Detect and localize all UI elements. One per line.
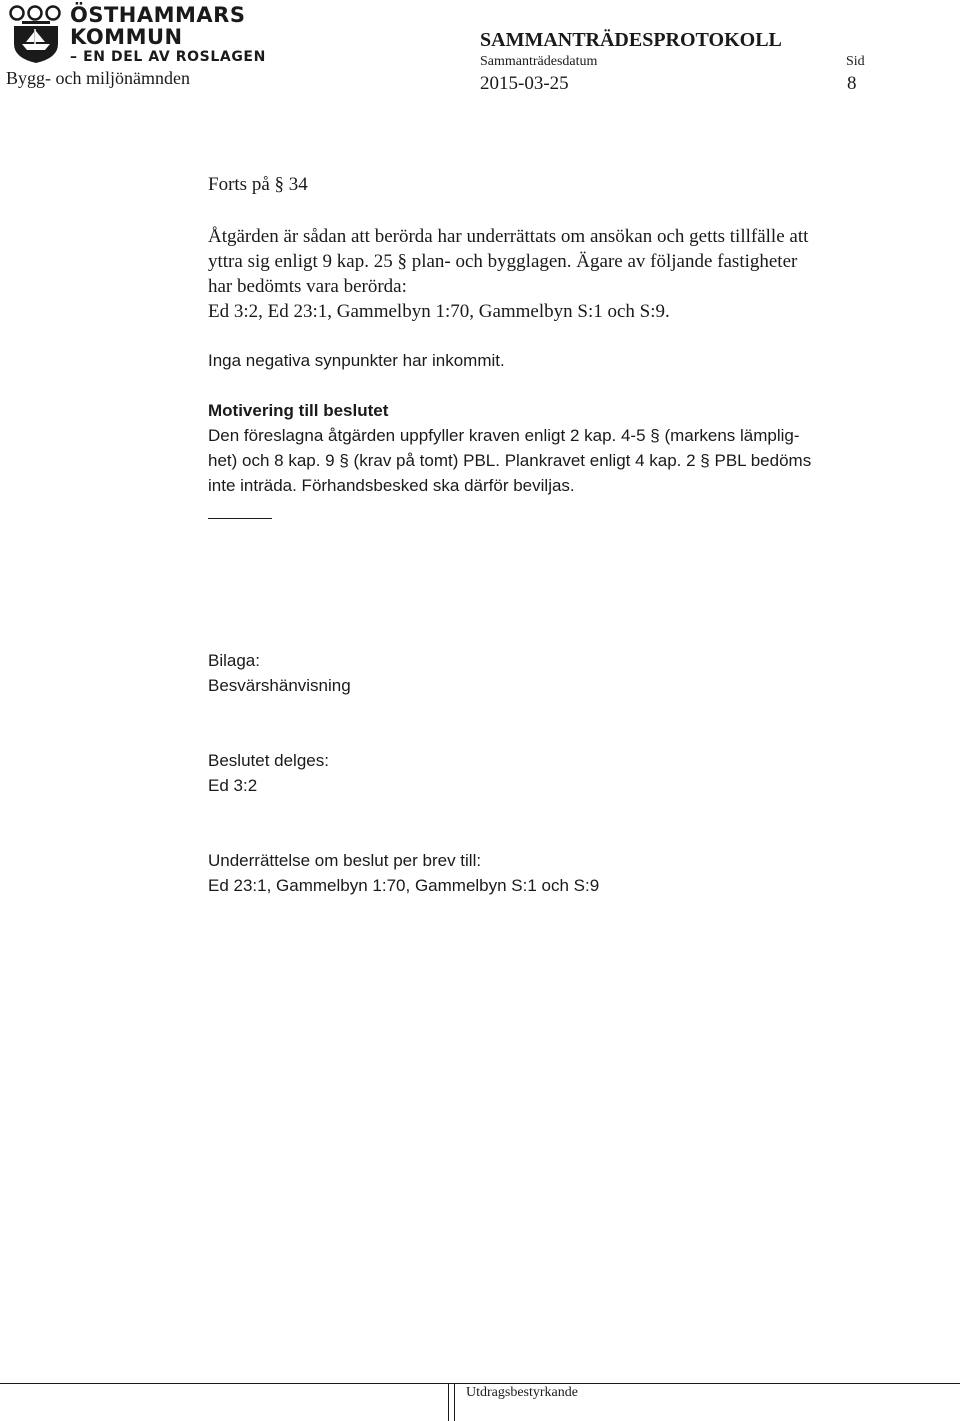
date-label: Sammanträdesdatum xyxy=(480,54,598,69)
footer-divider-right xyxy=(454,1383,455,1421)
department-name: Bygg- och miljönämnden xyxy=(6,68,190,88)
municipality-tagline: – EN DEL AV ROSLAGEN xyxy=(70,49,266,65)
attachment-label: Bilaga: xyxy=(208,651,260,670)
document-title: SAMMANTRÄDESPROTOKOLL xyxy=(480,29,782,51)
motivation-line: het) och 8 kap. 9 § (krav på tomt) PBL. Plankravet enligt 4 kap. 2 § PBL bedöms xyxy=(208,451,812,470)
motivation-line: Den föreslagna åtgärden uppfyller kraven enligt 2 kap. 4-5 § (markens lämplig- xyxy=(208,426,800,445)
meeting-date: 2015-03-25 xyxy=(480,73,569,94)
delivered-value: Ed 3:2 xyxy=(208,776,258,795)
municipality-name-line1: ÖSTHAMMARS xyxy=(70,3,246,27)
page-number: 8 xyxy=(847,73,857,94)
continued-paragraph-ref: Forts på § 34 xyxy=(208,174,308,195)
paragraph-line: yttra sig enligt 9 kap. 25 § plan- och bygglagen. Ägare av följande fastigheter xyxy=(208,251,798,272)
attachment-value: Besvärshänvisning xyxy=(208,676,351,695)
paragraph-line: har bedömts vara berörda: xyxy=(208,276,407,297)
footer-divider-left xyxy=(448,1383,449,1421)
page-label: Sid xyxy=(846,54,865,69)
paragraph-line: Åtgärden är sådan att berörda har underrättats om ansökan och getts tillfälle att xyxy=(208,226,809,247)
municipality-name xyxy=(70,4,245,48)
affected-properties-line: Ed 3:2, Ed 23:1, Gammelbyn 1:70, Gammelbyn S:1 och S:9. xyxy=(208,301,670,322)
certification-label: Utdragsbestyrkande xyxy=(466,1385,578,1400)
footer-rule xyxy=(0,1383,960,1384)
notice-label: Underrättelse om beslut per brev till: xyxy=(208,851,482,870)
section-divider xyxy=(208,518,272,519)
no-objections-text: Inga negativa synpunkter har inkommit. xyxy=(208,351,505,370)
delivered-label: Beslutet delges: xyxy=(208,751,329,770)
motivation-heading: Motivering till beslutet xyxy=(208,401,389,420)
notice-value: Ed 23:1, Gammelbyn 1:70, Gammelbyn S:1 och S:9 xyxy=(208,876,600,895)
municipality-name-line2: KOMMUN xyxy=(70,25,183,49)
motivation-line: inte inträda. Förhandsbesked ska därför beviljas. xyxy=(208,476,575,495)
municipal-crest-icon xyxy=(8,4,64,64)
